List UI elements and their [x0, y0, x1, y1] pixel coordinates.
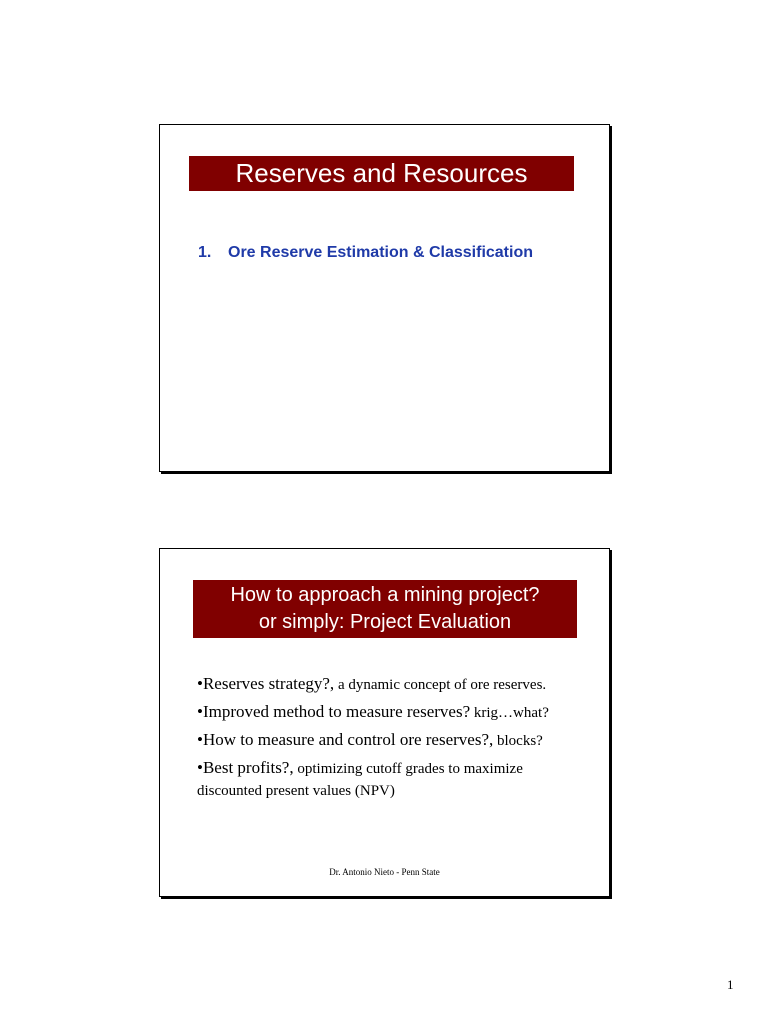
bullet-item: [197, 701, 577, 724]
slide-title-line-1: How to approach a mining project?: [230, 584, 540, 606]
item-number: 1.: [198, 244, 212, 261]
bullet-rest: krig…what?: [470, 705, 549, 721]
bullet-item: [197, 673, 577, 696]
slide-1: [159, 124, 610, 472]
bullet-rest: optimizing cutoff grades to maximize discounted present values (NPV): [197, 761, 523, 799]
bullet-lead: •Reserves strategy?,: [197, 674, 335, 693]
page-number: 1: [727, 977, 734, 992]
bullet-item: [197, 729, 577, 752]
slide-footer: Dr. Antonio Nieto - Penn State: [329, 867, 440, 877]
bullet-list: [197, 673, 577, 807]
bullet-lead: •Improved method to measure reserves?: [197, 702, 471, 721]
slide-title-text: Reserves and Resources: [235, 158, 528, 188]
slide-2: [159, 548, 610, 897]
bullet-rest: a dynamic concept of ore reserves.: [334, 677, 547, 693]
bullet-lead: •Best profits?,: [197, 758, 294, 777]
numbered-item: [198, 244, 533, 262]
slide-title: [189, 156, 574, 191]
slide-title: [193, 580, 577, 638]
bullet-item: [197, 757, 577, 802]
item-text: Ore Reserve Estimation & Classification: [228, 244, 533, 261]
bullet-lead: •How to measure and control ore reserves?,: [197, 730, 494, 749]
slide-title-line-2: or simply: Project Evaluation: [258, 611, 512, 633]
bullet-rest: blocks?: [493, 733, 543, 749]
